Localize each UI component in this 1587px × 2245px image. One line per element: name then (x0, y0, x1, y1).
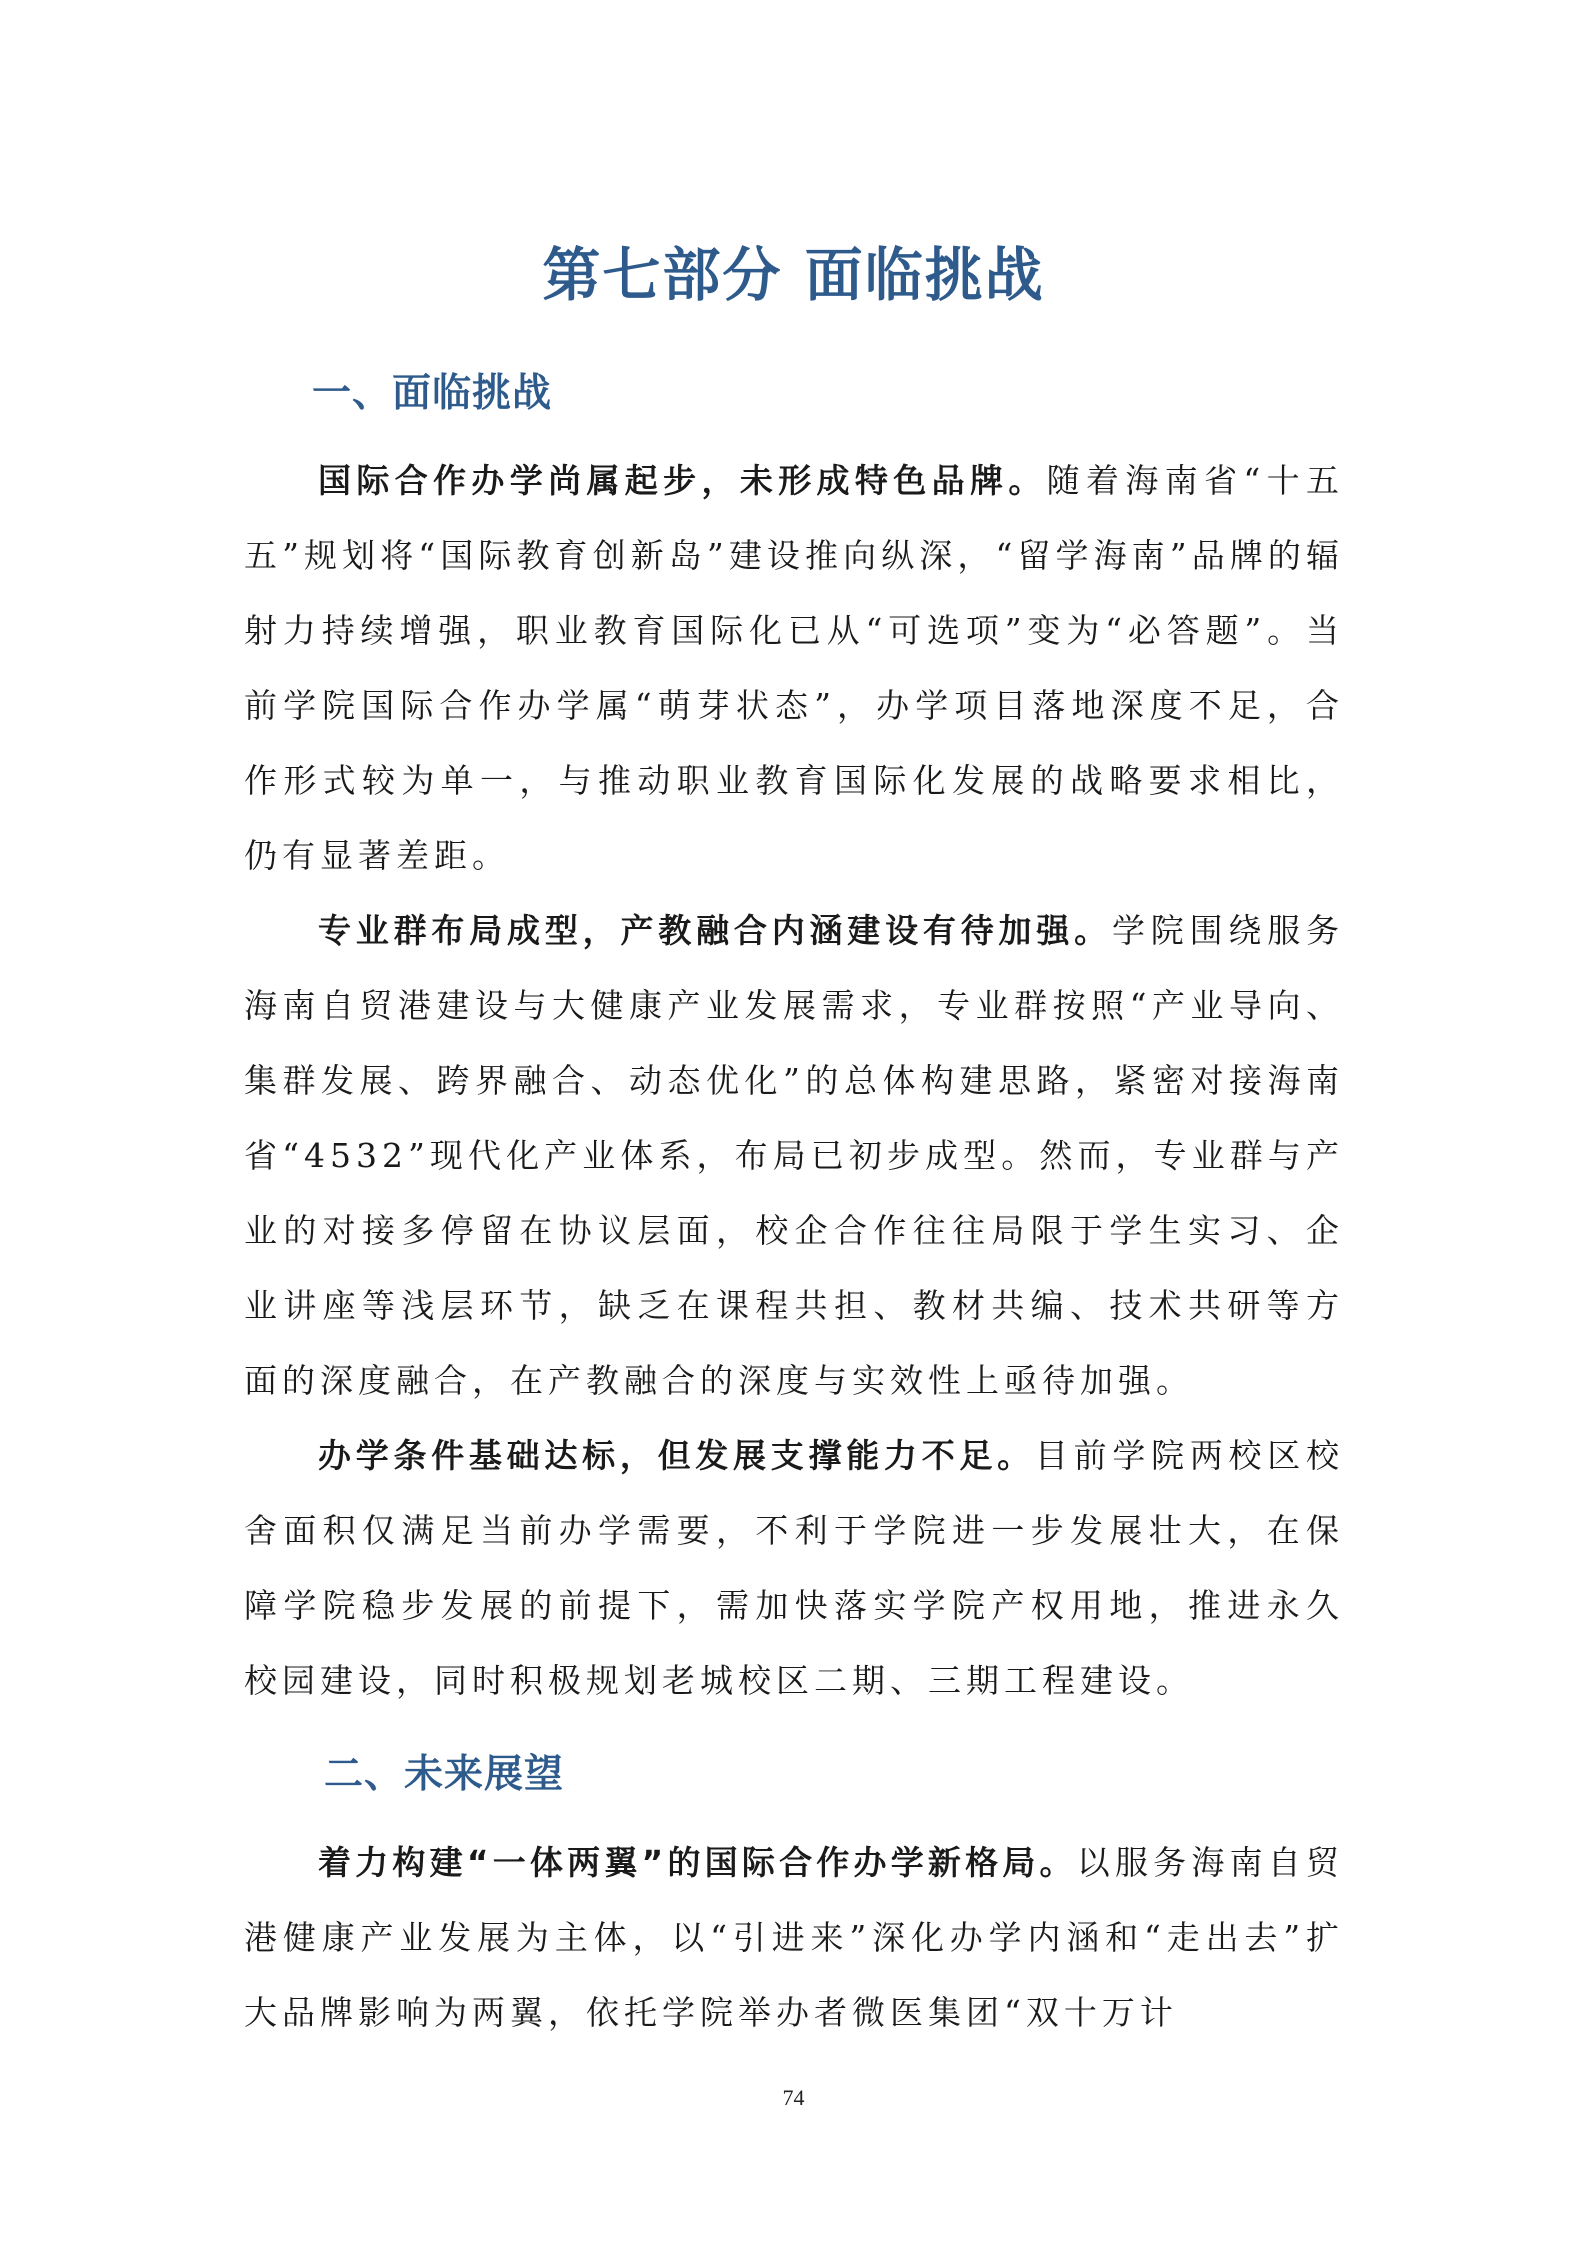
paragraph-lead: 着力构建“一体两翼”的国际合作办学新格局。 (318, 1843, 1077, 1882)
paragraph-specialty-groups (244, 893, 1344, 1418)
page-title: 第七部分 面临挑战 (542, 241, 1045, 309)
paragraph-lead: 专业群布局成型，产教融合内涵建设有待加强。 (318, 911, 1112, 950)
paragraph-body: 目前学院两校区校舍面积仅满足当前办学需要，不利于学院进一步发展壮大，在保障学院稳步发展的前提下，需加快落实学院产权用地，推进永久校园建设，同时积极规划老城校区二期、三期工程建设。 (244, 1436, 1345, 1700)
section-heading-outlook: 二、未来展望 (324, 1752, 565, 1797)
page-number: 74 (782, 2085, 805, 2110)
paragraph-school-conditions (244, 1418, 1344, 1718)
paragraph-lead: 国际合作办学尚属起步，未形成特色品牌。 (318, 461, 1047, 500)
paragraph-body: 以服务海南自贸港健康产业发展为主体，以“引进来”深化办学内涵和“走出去”扩大品牌影响为两翼，依托学院举办者微医集团“双十万计 (244, 1843, 1344, 2032)
paragraph-one-body-two-wings (244, 1825, 1344, 2050)
paragraph-body: 随着海南省“十五五”规划将“国际教育创新岛”建设推向纵深，“留学海南”品牌的辐射力持续增强，职业教育国际化已从“可选项”变为“必答题”。当前学院国际合作办学属“萌芽状态”，办学项目落地深度不足，合作形式较为单一，与推动职业教育国际化发展的战略要求相比，仍有显著差距。 (244, 461, 1344, 875)
paragraph-lead: 办学条件基础达标，但发展支撑能力不足。 (318, 1436, 1035, 1475)
paragraph-international-cooperation (244, 443, 1344, 893)
section-heading-challenges: 一、面临挑战 (312, 371, 553, 416)
paragraph-body: 学院围绕服务海南自贸港建设与大健康产业发展需求，专业群按照“产业导向、集群发展、跨界融合、动态优化”的总体构建思路，紧密对接海南省“4532”现代化产业体系，布局已初步成型。然而，专业群与产业的对接多停留在协议层面，校企合作往往局限于学生实习、企业讲座等浅层环节，缺乏在课程共担、教材共编、技术共研等方面的深度融合，在产教融合的深度与实效性上亟待加强。 (244, 911, 1345, 1400)
